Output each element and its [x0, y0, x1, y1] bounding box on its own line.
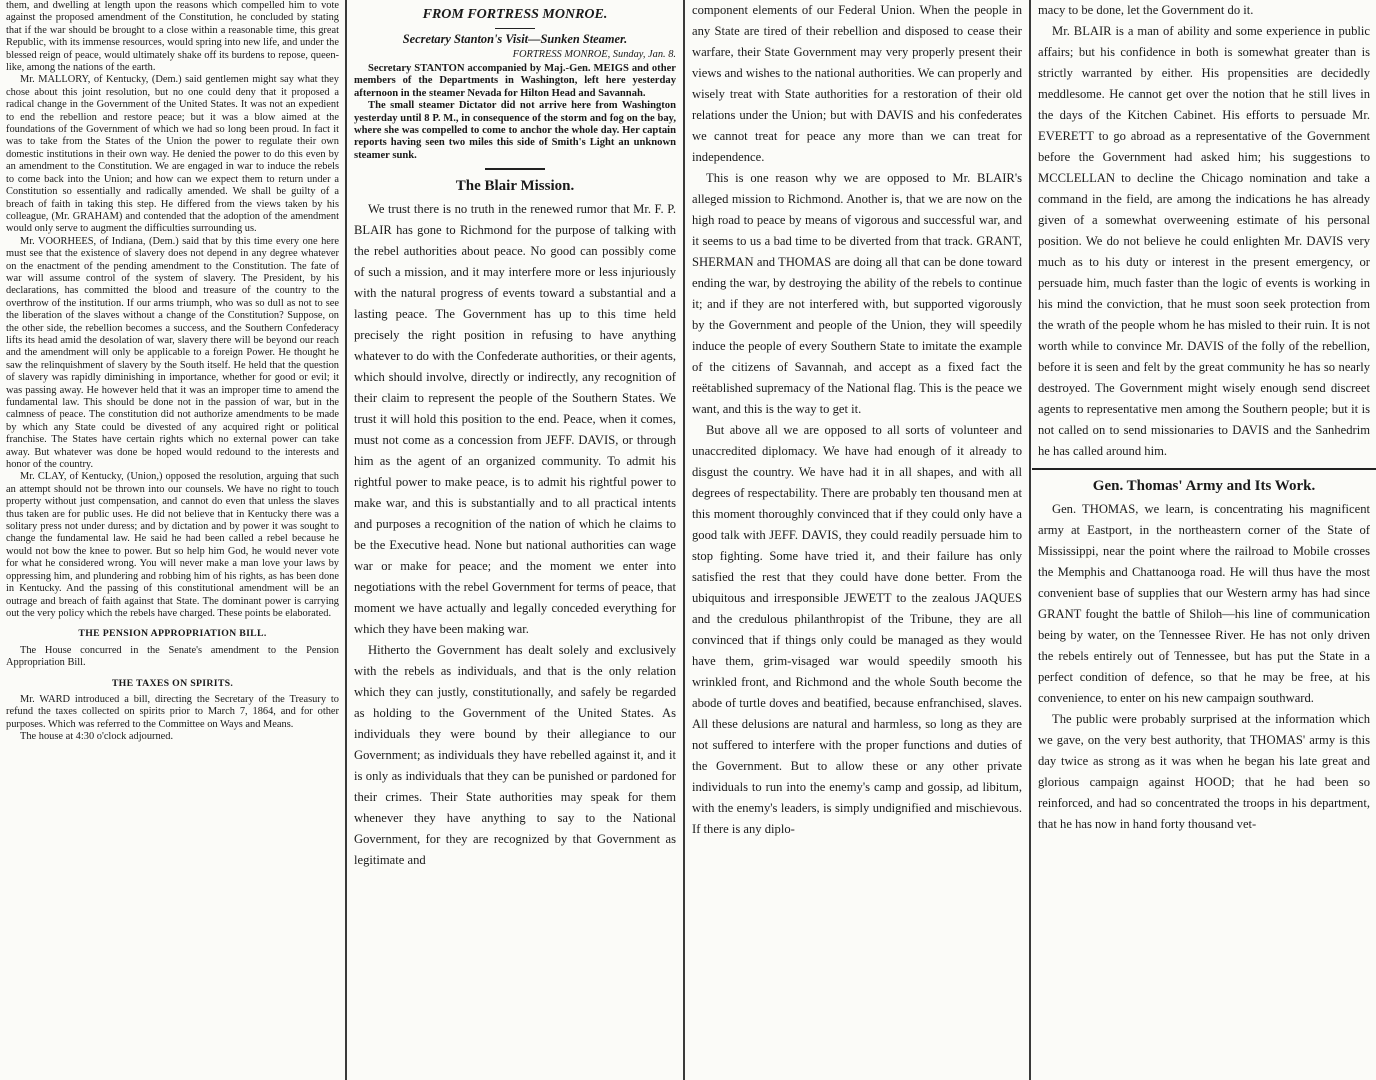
divider [485, 168, 545, 170]
paragraph: them, and dwelling at length upon the reasons which compelled him to vote against the proposed amendment of the Constitution, he concluded by stating that if the war should be brought to a close within a reasonable time, this great Republic, with its immense resources, would spring into new life, and under the blessed reign of peace, would ultimately shake off its burdens to repose, queen-like, among the nations of the earth. [6, 0, 339, 74]
divider [1032, 468, 1376, 470]
column-4 [1032, 0, 1376, 1080]
column-rule [1029, 0, 1031, 1080]
section-heading: THE PENSION APPROPRIATION BILL. [78, 628, 267, 640]
column-3 [686, 0, 1028, 1080]
column-2 [348, 0, 682, 1080]
paragraph: Mr. BLAIR is a man of ability and some experience in public affairs; but his confidence in both is somewhat greater than is strictly warranted by either. His propensities are decidedly meddlesome. He cannot get over the notion that he still lives in the days of the Kitchen Cabinet. His efforts to persuade Mr. EVERETT to go abroad as a representative of the Government before the Government had asked him; his suggestions to MCCLELLAN to decline the Chicago nomination and take a command in the field, are among the indications he has already given of a somewhat overweening estimate of his personal position. We do not believe he could enlighten Mr. DAVIS very much as to his duty or interest in the present emergency, or persuade him, much faster than the logic of events is working in his mind the conviction, that he must soon seek protection from the wrath of the people whom he has misled to their ruin. It is not worth while to convince Mr. DAVIS of the folly of the rebellion, before it is seen and felt by the great community he has so nearly destroyed. The Government might wisely enough send discreet agents to representative men among the Southern people; but it is not called on to send missionaries to DAVIS and the Sanhedrim he has called around him. [1038, 24, 1370, 458]
paragraph: The House concurred in the Senate's amendment to the Pension Appropriation Bill. [6, 644, 339, 669]
paragraph: This is one reason why we are opposed to Mr. BLAIR's alleged mission to Richmond. Another is, that we are now on the high road to peace by means of vigorous and successful war, and it seems to us a bad time to be diverted from that track. GRANT, SHERMAN and THOMAS are doing all that can be done toward ending the war, by destroying the ability of the rebels to continue it; and if they are not interfered with, but supported vigorously by the Government and people of the Union, they will speedily induce the people of every Southern State to imitate the example of the citizens of Savannah, and accept as a fixed fact the reëtablished supremacy of the National flag. This is the peace we want, and this is the way to get it. [692, 171, 1022, 416]
paragraph: Hitherto the Government has dealt solely and exclusively with the rebels as individuals, and that is the only relation which they can justly, constitutionally, and safely be regarded as holding to the Government of the United States. As individuals they were bound by their allegiance to our Government; as individuals they have rebelled against it, and it is only as individuals that they can be punished or pardoned for their crimes. Their State authorities may speak for them whenever they have anything to say to the National Government, for they are recognized by that Government as legitimate and [354, 643, 676, 868]
article-headline: The Blair Mission. [455, 178, 575, 195]
paragraph: We trust there is no truth in the renewed rumor that Mr. F. P. BLAIR has gone to Richmond for the purpose of talking with the rebel authorities about peace. No good can possibly come of such a mission, and it may interfere more or less injuriously with the natural progress of events toward a substantial and a lasting peace. The Government has up to this time held precisely the right position in refusing to have anything whatever to do with the Confederate authorities, or their agents, which should involve, directly or indirectly, any recognition of their claim to represent the people of the Southern States. We trust it will hold this position to the end. Peace, when it comes, must not come as a concession from JEFF. DAVIS, or through him as the agent of an organized community. To admit his rightful power to make peace, is to admit his rightful power to make war, and this is substantially and to all practical intents and purposes a recognition of the nation of which he claims to be the Executive head. None but national authorities can wage war or make for peace; and the moment we enter into negotiations with the rebel Government for terms of peace, that moment we have actually and legally conceded everything for which they have been making war. [354, 202, 676, 637]
paragraph: component elements of our Federal Union. When the people in any State are tired of their rebellion and disposed to cease their warfare, their State Government may very properly present their views and wishes to the national authorities. We can properly and wisely treat with State authorities for a restoration of their old relations under the Union; but with DAVIS and his confederates we cannot treat for peace any more than we can treat for independence. [692, 3, 1022, 164]
paragraph: Mr. WARD introduced a bill, directing the Secretary of the Treasury to refund the taxes collected on spirits prior to March 7, 1864, and for other purposes. Which was referred to the Committee on Ways and Means. [6, 693, 339, 730]
paragraph: But above all we are opposed to all sorts of volunteer and unaccredited diplomacy. We have had enough of it already to disgust the country. We have had it in all shapes, and with all degrees of respectability. There are probably ten thousand men at this moment thoroughly convinced that if they could only have a good talk with JEFF. DAVIS, they could readily persuade him to stop fighting. Some have tried it, and their failure has only satisfied the rest that they could have done better. From the ubiquitous and irresponsible JEWETT to the zealous JAQUES and the credulous philanthropist of the Tribune, they are all convinced that if things only could be managed as they would have them, grim-visaged war would speedily smooth his wrinkled front, and Richmond and the whole South become the abode of turtle doves and beatified, because enfranchised, slaves. All these delusions are natural and harmless, so long as they are not suffered to interfere with the proper functions and duties of the Government. But to allow these or any other private individuals to run into the enemy's camp and gossip, ad libitum, with the enemy's leaders, is simply undignified and mischievous. If there is any diplo- [692, 423, 1022, 836]
paragraph: macy to be done, let the Government do it. [1038, 3, 1254, 17]
section-heading: THE TAXES ON SPIRITS. [111, 677, 234, 689]
paragraph: Mr. CLAY, of Kentucky, (Union,) opposed the resolution, arguing that such an attempt should not be thrown into our counsels. We have no right to touch property without just compensation, and cannot do even that unless the slaves thus taken are for public uses. He did not believe that in Kentucky there was a solitary press not under duress; and by dictation and by power it was sought to change the fundamental law. He said he had been called a rebel because he would not bow the knee to power. But so help him God, he would never vote for what he considered wrong. You will never make a man love your laws by oppressing him, and plundering and robbing him of his rights, as has been done in Kentucky. And the passing of this constitutional amendment will be an outrage and breach of faith against that State. The dominant power is carrying out the very policy which the rebels have charged. These points be elaborated. [6, 471, 339, 619]
paragraph: Gen. THOMAS, we learn, is concentrating his magnificent army at Eastport, in the northeastern corner of the State of Mississippi, near the point where the railroad to Mobile crosses the Memphis and Chattanooga road. He will thus have the most convenient base of supplies that our Western army has had since GRANT fought the battle of Shiloh—his line of communication being by water, on the Tennessee River. He has not only driven the rebels entirely out of Tennessee, but has put the State in a perfect condition of defence, so that he may be free, at his convenience, to enter on his new campaign southward. [1038, 502, 1370, 705]
paragraph: The public were probably surprised at the information which we gave, on the very best authority, that THOMAS' army is this day twice as strong as it was when he began his late great and glorious campaign against HOOD; that he had been so reinforced, and had so concentrated the troops in his department, that he has now in hand forty thousand vet- [1038, 712, 1370, 831]
column-1 [0, 0, 345, 1080]
dateline: FORTRESS MONROE, Sunday, Jan. 8. [512, 49, 676, 60]
article-subheadline: Secretary Stanton's Visit—Sunken Steamer. [402, 32, 628, 46]
paragraph: The house at 4:30 o'clock adjourned. [20, 731, 174, 743]
column-rule [345, 0, 347, 1080]
divider [495, 28, 535, 29]
paragraph: Mr. MALLORY, of Kentucky, (Dem.) said gentlemen might say what they chose about this joint resolution, but no one could deny that it proposed a radical change in the Government of the United States. It was not an expedient to end the rebellion and restore peace; but it was a blow aimed at the foundations of the Government of which we had so long been proud. In fact it was to take from the States of the Union the power to regulate their own domestic institutions in their own way. He denied the power to do this even by an amendment to the Constitution. We are engaged in war to induce the rebels to come back into the Union; and how can we expect them to return under a Constitution so essentially and radically amended. We shall be guilty of a breach of faith in taking this step. He differed from the views taken by his colleague, (Mr. GRAHAM) and contended that the adoption of the amendment would only serve to augment the difficulties surrounding us. [6, 74, 339, 235]
column-rule [683, 0, 685, 1080]
paragraph: Mr. VOORHEES, of Indiana, (Dem.) said that by this time every one here must see that the existence of slavery does not depend in any degree whatever on the enactment of the pending amendment to the Constitution. The fate of war will assume control of the system of slavery. The President, by his declarations, has committed the blood and treasure of the country to the overthrow of the institution. If our arms triumph, who was so dull as not to see the liberation of the slaves without a change of the Constitution? Suppose, on the other side, the rebellion becomes a success, and the Southern Confederacy lifts its head amid the desolation of war, slavery there will be beyond our reach and the amendment will only be applicable to a foreign Power. He thought he saw the relinquishment of slavery by the South itself. He held that the question of slavery was rapidly diminishing in importance, whether for good or evil; it was passing away. He however held that it was an improper time to amend the fundamental law. This should be done not in the passion of war, but in the calmness of peace. The constitution did not authorize amendments to be made by which any State could be divested of any acquired right or political franchise. The States have certain rights which no external power can take away. But whatever was done be hoped would redound to the interests and honor of the country. [6, 235, 339, 471]
paragraph: Secretary STANTON accompanied by Maj.-Gen. MEIGS and other members of the Departments in Washington, left here yesterday afternoon in the steamer Nevada for Hilton Head and Savannah. [354, 63, 676, 99]
article-headline: FROM FORTRESS MONROE. [422, 7, 608, 22]
article-headline: Gen. Thomas' Army and Its Work. [1092, 478, 1316, 494]
paragraph: The small steamer Dictator did not arrive here from Washington yesterday until 8 P. M., in consequence of the storm and fog on the bay, where she was compelled to come to anchor the whole day. Her captain reports having seen two miles this side of Smith's Light an unknown steamer sunk. [354, 100, 676, 161]
